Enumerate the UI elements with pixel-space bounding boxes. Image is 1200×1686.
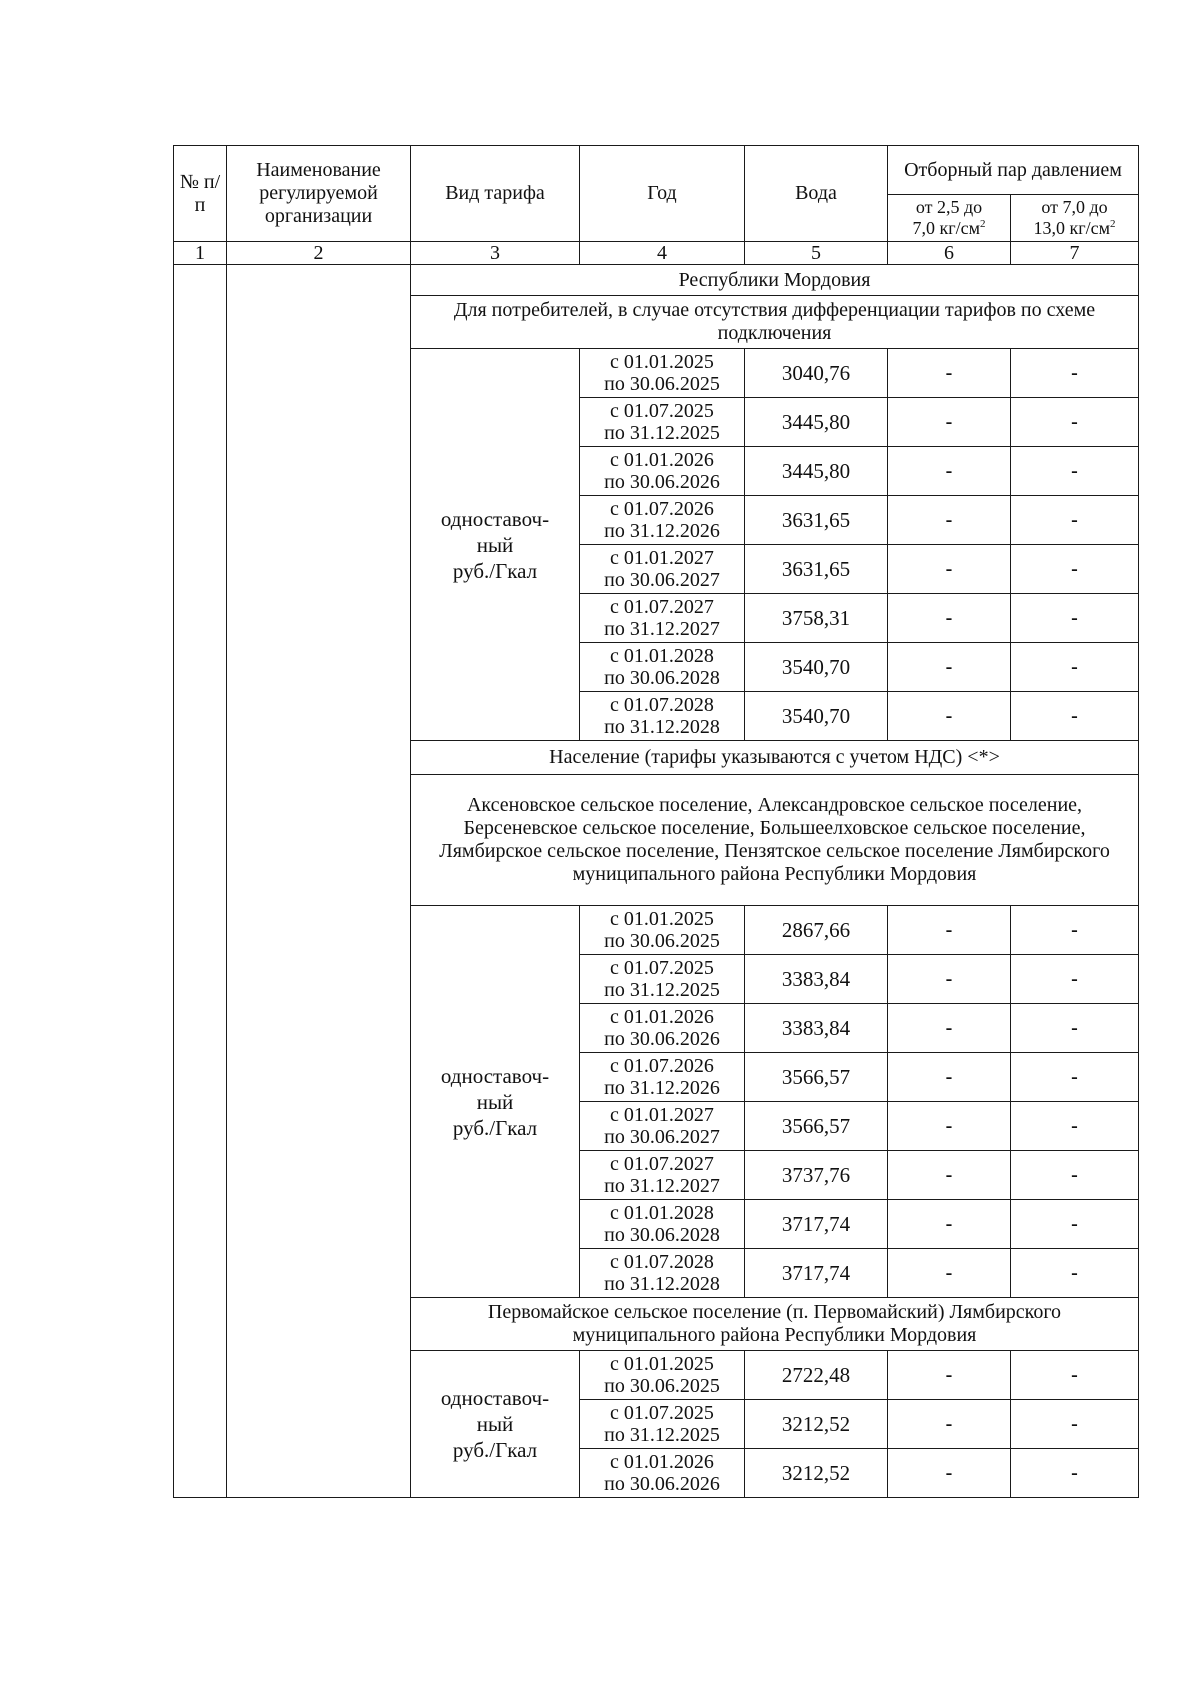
- period-cell: [580, 594, 745, 643]
- period-from: с 01.01.2026: [610, 1006, 714, 1028]
- steam-low-cell: -: [888, 1249, 1011, 1298]
- steam-high-cell: -: [1011, 545, 1139, 594]
- steam-low-cell: -: [888, 545, 1011, 594]
- header-steam-range-1-b: 7,0 кг/см: [912, 218, 980, 238]
- water-tariff-cell: 3566,57: [745, 1102, 888, 1151]
- steam-high-cell: -: [1011, 906, 1139, 955]
- tariff-table: [173, 145, 1139, 1498]
- period-cell: [580, 349, 745, 398]
- period-cell: [580, 398, 745, 447]
- steam-high-cell: -: [1011, 594, 1139, 643]
- water-tariff-cell: 3212,52: [745, 1449, 888, 1498]
- period-from: с 01.01.2025: [610, 908, 714, 930]
- header-steam-range-2-b: 13,0 кг/см: [1033, 218, 1110, 238]
- steam-low-cell: -: [888, 1449, 1011, 1498]
- period-cell: [580, 1449, 745, 1498]
- column-number: 3: [411, 242, 580, 265]
- steam-high-cell: -: [1011, 1449, 1139, 1498]
- steam-high-cell: -: [1011, 1351, 1139, 1400]
- period-cell: [580, 545, 745, 594]
- water-tariff-cell: 3445,80: [745, 398, 888, 447]
- header-col-org: Наименование регулируемой организации: [227, 146, 411, 242]
- period-cell: [580, 1151, 745, 1200]
- period-to: по 31.12.2027: [604, 618, 720, 640]
- section-heading-population: Население (тарифы указываются с учетом НДС) <*>: [411, 741, 1139, 775]
- steam-high-cell: -: [1011, 643, 1139, 692]
- water-tariff-cell: 3040,76: [745, 349, 888, 398]
- steam-high-cell: -: [1011, 1151, 1139, 1200]
- row-number-cell: [174, 265, 227, 1498]
- water-tariff-cell: 2867,66: [745, 906, 888, 955]
- period-from: с 01.07.2027: [610, 1153, 714, 1175]
- steam-high-cell: -: [1011, 1053, 1139, 1102]
- period-cell: [580, 1200, 745, 1249]
- steam-low-cell: -: [888, 643, 1011, 692]
- water-tariff-cell: 3383,84: [745, 955, 888, 1004]
- tariff-type-cell: [411, 906, 580, 1298]
- period-cell: [580, 447, 745, 496]
- steam-high-cell: -: [1011, 1200, 1139, 1249]
- header-steam-range-1: [888, 195, 1011, 242]
- period-cell: [580, 1102, 745, 1151]
- period-from: с 01.07.2027: [610, 596, 714, 618]
- period-to: по 31.12.2028: [604, 716, 720, 738]
- steam-high-cell: -: [1011, 1102, 1139, 1151]
- period-to: по 30.06.2027: [604, 1126, 720, 1148]
- water-tariff-cell: 3540,70: [745, 692, 888, 741]
- steam-low-cell: -: [888, 1004, 1011, 1053]
- period-from: с 01.07.2025: [610, 957, 714, 979]
- steam-low-cell: -: [888, 1102, 1011, 1151]
- period-to: по 30.06.2026: [604, 1028, 720, 1050]
- column-number: 2: [227, 242, 411, 265]
- header-steam-range-2-a: от 7,0 до: [1041, 197, 1108, 217]
- column-number: 7: [1011, 242, 1139, 265]
- period-to: по 31.12.2026: [604, 1077, 720, 1099]
- steam-low-cell: -: [888, 1200, 1011, 1249]
- period-to: по 31.12.2025: [604, 979, 720, 1001]
- period-cell: [580, 1004, 745, 1053]
- tariff-type-text: одноставоч-: [440, 1386, 550, 1410]
- period-to: по 30.06.2025: [604, 373, 720, 395]
- period-to: по 31.12.2025: [604, 422, 720, 444]
- period-to: по 30.06.2026: [604, 471, 720, 493]
- steam-low-cell: -: [888, 349, 1011, 398]
- header-col-tariff: Вид тарифа: [411, 146, 580, 242]
- period-from: с 01.07.2028: [610, 1251, 714, 1273]
- column-number: 5: [745, 242, 888, 265]
- water-tariff-cell: 2722,48: [745, 1351, 888, 1400]
- period-cell: [580, 955, 745, 1004]
- water-tariff-cell: 3717,74: [745, 1200, 888, 1249]
- steam-low-cell: -: [888, 594, 1011, 643]
- steam-low-cell: -: [888, 398, 1011, 447]
- header-col-water: Вода: [745, 146, 888, 242]
- steam-low-cell: -: [888, 496, 1011, 545]
- header-col-year: Год: [580, 146, 745, 242]
- water-tariff-cell: 3737,76: [745, 1151, 888, 1200]
- steam-high-cell: -: [1011, 692, 1139, 741]
- period-to: по 31.12.2027: [604, 1175, 720, 1197]
- tariff-type-text: руб./Гкал: [452, 1115, 538, 1140]
- period-cell: [580, 1400, 745, 1449]
- section-heading-pervomayskoe: Первомайское сельское поселение (п. Первомайский) Лямбирского муниципального района Республики Мордовия: [411, 1298, 1139, 1351]
- period-from: с 01.01.2027: [610, 547, 714, 569]
- steam-high-cell: -: [1011, 1249, 1139, 1298]
- period-cell: [580, 496, 745, 545]
- section-heading-consumers: Для потребителей, в случае отсутствия дифференциации тарифов по схеме подключения: [411, 296, 1139, 349]
- period-cell: [580, 643, 745, 692]
- column-number: 1: [174, 242, 227, 265]
- period-to: по 30.06.2026: [604, 1473, 720, 1495]
- period-from: с 01.01.2025: [610, 351, 714, 373]
- steam-high-cell: -: [1011, 1400, 1139, 1449]
- period-to: по 30.06.2025: [604, 1375, 720, 1397]
- period-from: с 01.01.2027: [610, 1104, 714, 1126]
- tariff-type-text: одноставоч-: [440, 506, 550, 531]
- tariff-type-text: ный: [476, 532, 514, 557]
- period-from: с 01.07.2025: [610, 400, 714, 422]
- header-col-steam: Отборный пар давлением: [888, 146, 1139, 195]
- period-to: по 30.06.2028: [604, 667, 720, 689]
- period-to: по 30.06.2025: [604, 930, 720, 952]
- tariff-type-text: одноставоч-: [440, 1063, 550, 1088]
- water-tariff-cell: 3566,57: [745, 1053, 888, 1102]
- steam-high-cell: -: [1011, 398, 1139, 447]
- tariff-type-text: ный: [476, 1412, 514, 1436]
- steam-low-cell: -: [888, 1053, 1011, 1102]
- steam-low-cell: -: [888, 1351, 1011, 1400]
- steam-high-cell: -: [1011, 496, 1139, 545]
- period-cell: [580, 1351, 745, 1400]
- period-to: по 30.06.2027: [604, 569, 720, 591]
- period-from: с 01.01.2026: [610, 449, 714, 471]
- water-tariff-cell: 3540,70: [745, 643, 888, 692]
- period-to: по 30.06.2028: [604, 1224, 720, 1246]
- header-steam-range-1-a: от 2,5 до: [915, 197, 983, 217]
- water-tariff-cell: 3631,65: [745, 545, 888, 594]
- section-row: [174, 265, 1139, 296]
- period-from: с 01.07.2028: [610, 694, 714, 716]
- steam-low-cell: -: [888, 447, 1011, 496]
- header-row: [174, 146, 1139, 195]
- section-heading-region: Республики Мордовия: [411, 265, 1139, 296]
- column-number: 4: [580, 242, 745, 265]
- header-sup-2: 2: [1110, 218, 1116, 230]
- column-number: 6: [888, 242, 1011, 265]
- period-to: по 31.12.2026: [604, 520, 720, 542]
- water-tariff-cell: 3383,84: [745, 1004, 888, 1053]
- column-number-row: [174, 242, 1139, 265]
- tariff-type-cell: [411, 349, 580, 741]
- header-sup-1: 2: [980, 218, 986, 230]
- tariff-type-text: руб./Гкал: [452, 558, 538, 583]
- steam-high-cell: -: [1011, 447, 1139, 496]
- period-to: по 31.12.2028: [604, 1273, 720, 1295]
- water-tariff-cell: 3631,65: [745, 496, 888, 545]
- period-from: с 01.01.2028: [610, 645, 714, 667]
- period-from: с 01.01.2025: [610, 1353, 714, 1375]
- period-from: с 01.07.2026: [610, 498, 714, 520]
- period-cell: [580, 1053, 745, 1102]
- tariff-type-cell: [411, 1351, 580, 1498]
- steam-low-cell: -: [888, 955, 1011, 1004]
- steam-low-cell: -: [888, 692, 1011, 741]
- section-heading-settlements: Аксеновское сельское поселение, Александровское сельское поселение, Берсеневское сельское поселение, Большеелховское сельское поселение, Лямбирское сельское поселение, Пензятское сельское поселение Лямбирского муниципального района Республики Мордовия: [411, 775, 1139, 906]
- period-from: с 01.01.2028: [610, 1202, 714, 1224]
- header-col-no: № п/п: [174, 146, 227, 242]
- water-tariff-cell: 3758,31: [745, 594, 888, 643]
- steam-high-cell: -: [1011, 1004, 1139, 1053]
- tariff-type-text: руб./Гкал: [452, 1438, 538, 1462]
- header-steam-range-2: [1011, 195, 1139, 242]
- water-tariff-cell: 3445,80: [745, 447, 888, 496]
- steam-low-cell: -: [888, 1400, 1011, 1449]
- tariff-type-text: ный: [476, 1089, 514, 1114]
- period-to: по 31.12.2025: [604, 1424, 720, 1446]
- water-tariff-cell: 3212,52: [745, 1400, 888, 1449]
- steam-high-cell: -: [1011, 955, 1139, 1004]
- period-from: с 01.07.2025: [610, 1402, 714, 1424]
- period-cell: [580, 1249, 745, 1298]
- org-name-cell: [227, 265, 411, 1498]
- water-tariff-cell: 3717,74: [745, 1249, 888, 1298]
- period-from: с 01.07.2026: [610, 1055, 714, 1077]
- period-cell: [580, 906, 745, 955]
- period-from: с 01.01.2026: [610, 1451, 714, 1473]
- steam-low-cell: -: [888, 1151, 1011, 1200]
- steam-high-cell: -: [1011, 349, 1139, 398]
- period-cell: [580, 692, 745, 741]
- steam-low-cell: -: [888, 906, 1011, 955]
